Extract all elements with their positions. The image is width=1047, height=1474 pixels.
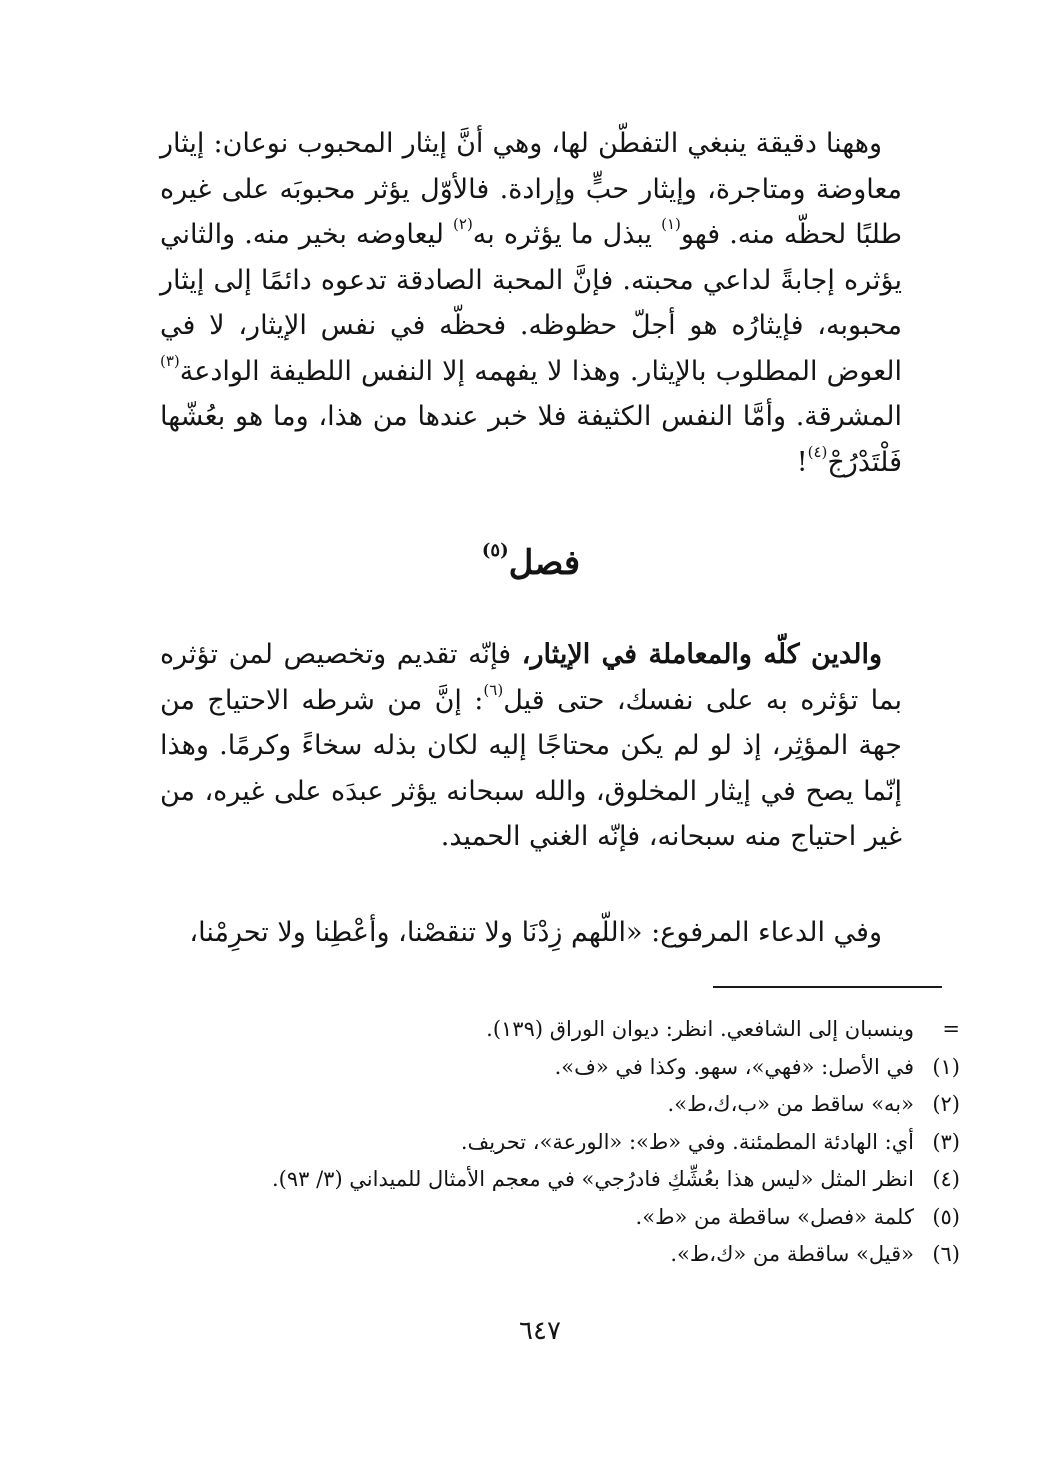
paragraph-text: فإنّه تقديم وتخصيص لمن تؤثره بما تؤثره به على نفسك، حتى قيل [160, 639, 903, 716]
footnote-3 [160, 1124, 960, 1162]
footnote-text: انظر المثل «ليس هذا بعُشِّكِ فادرُجي» في معجم الأمثال للميداني (٣/ ٩٣). [271, 1167, 914, 1191]
footnote-5 [160, 1199, 960, 1237]
footnote-ref-1[interactable]: (١) [661, 215, 681, 233]
footnote-6 [160, 1236, 960, 1274]
footnote-separator [713, 986, 942, 988]
footnote-text: كلمة «فصل» ساقطة من «ط». [635, 1204, 914, 1229]
paragraph-text: : إنَّ من شرطه الاحتياج من جهة المؤثِر، إذ لو لم يكن محتاجًا إليه لكان بذله سخاءً وكرمًا. وهذا إنّما يصح في إيثار المخلوق، والله سبحانه يؤثر عبدَه على غيره، من غير احتياج منه سبحانه، فإنّه الغني الحميد. [160, 684, 902, 852]
footnote-marker: (٣) [932, 1129, 960, 1154]
heading-text: فصل [508, 543, 581, 583]
footnote-ref-3[interactable]: (٣) [160, 351, 180, 370]
footnote-marker: (١) [932, 1054, 960, 1079]
footnote-marker: (٢) [932, 1092, 960, 1116]
footnote-text: «به» ساقط من «ب،ك،ط». [667, 1092, 914, 1116]
footnote-marker: = [942, 1017, 960, 1041]
footnote-1 [160, 1049, 960, 1087]
footnote-ref-6[interactable]: (٦) [483, 680, 504, 699]
footnote-text: في الأصل: «فهي»، سهو. وكذا في «ف». [554, 1054, 914, 1079]
footnote-ref-4[interactable]: (٤) [807, 442, 828, 461]
footnote-ref-2[interactable]: (٢) [453, 215, 473, 233]
paragraph-text: ! [796, 446, 808, 478]
footnote-text: أي: الهادئة المطمئنة. وفي «ط»: «الورعة»، تحريف. [460, 1129, 914, 1154]
footnote-4 [160, 1161, 960, 1199]
footnote-continued [160, 1011, 960, 1049]
paragraph-text: يبذل ما يؤثره به [472, 219, 662, 250]
paragraph-text: المشرقة. وأمَّا النفس الكثيفة فلا خبر عندها من هذا، وما هو بعُشّها فَلْتَدْرُجْ [160, 401, 902, 478]
paragraph-supplication [160, 910, 902, 956]
paragraph-text: ليعاوضه بخير منه. والثاني يؤثره إجابةً لداعي محبته. فإنَّ المحبة الصادقة تدعوه دائمًا إلى إيثار محبوبه، فإيثارُه هو أجلّ حظوظه. فحظّه في نفس الإيثار، لا في العوض المطلوب بالإيثار. وهذا لا يفهمه إلا النفس اللطيفة الوادعة [160, 219, 902, 387]
footnote-marker: (٥) [932, 1204, 960, 1229]
footnotes [160, 1011, 960, 1274]
footnote-text: «قيل» ساقطة من «ك،ط». [670, 1242, 914, 1266]
footnote-marker: (٦) [932, 1242, 960, 1266]
paragraph-religion-ithar [160, 632, 902, 860]
footnote-ref-5[interactable]: (٥) [481, 540, 509, 561]
footnote-marker: (٤) [932, 1167, 960, 1191]
paragraph-text: وههنا دقيقة ينبغي التفطّن لها، وهي أنَّ إيثار المحبوب نوعان: إيثار معاوضة ومتاجرة، وإيثار حبٍّ وإرادة. فالأوّل يؤثر محبوبَه على غيره طلبًا لحظّه منه. فهو [160, 128, 903, 250]
section-heading [160, 540, 902, 583]
page-number: ٦٤٧ [519, 1316, 561, 1346]
paragraph-text: وفي الدعاء المرفوع: «اللّهم زِدْنَا ولا تنقصْنا، وأعْطِنا ولا تحرِمْنا، [189, 917, 882, 948]
paragraph-lead: والدين كلّه والمعاملة في الإيثار، [521, 639, 882, 670]
footnote-2 [160, 1086, 960, 1124]
footnote-text: وينسبان إلى الشافعي. انظر: ديوان الوراق (١٣٩). [486, 1017, 914, 1041]
paragraph-ithar-types [160, 121, 902, 485]
